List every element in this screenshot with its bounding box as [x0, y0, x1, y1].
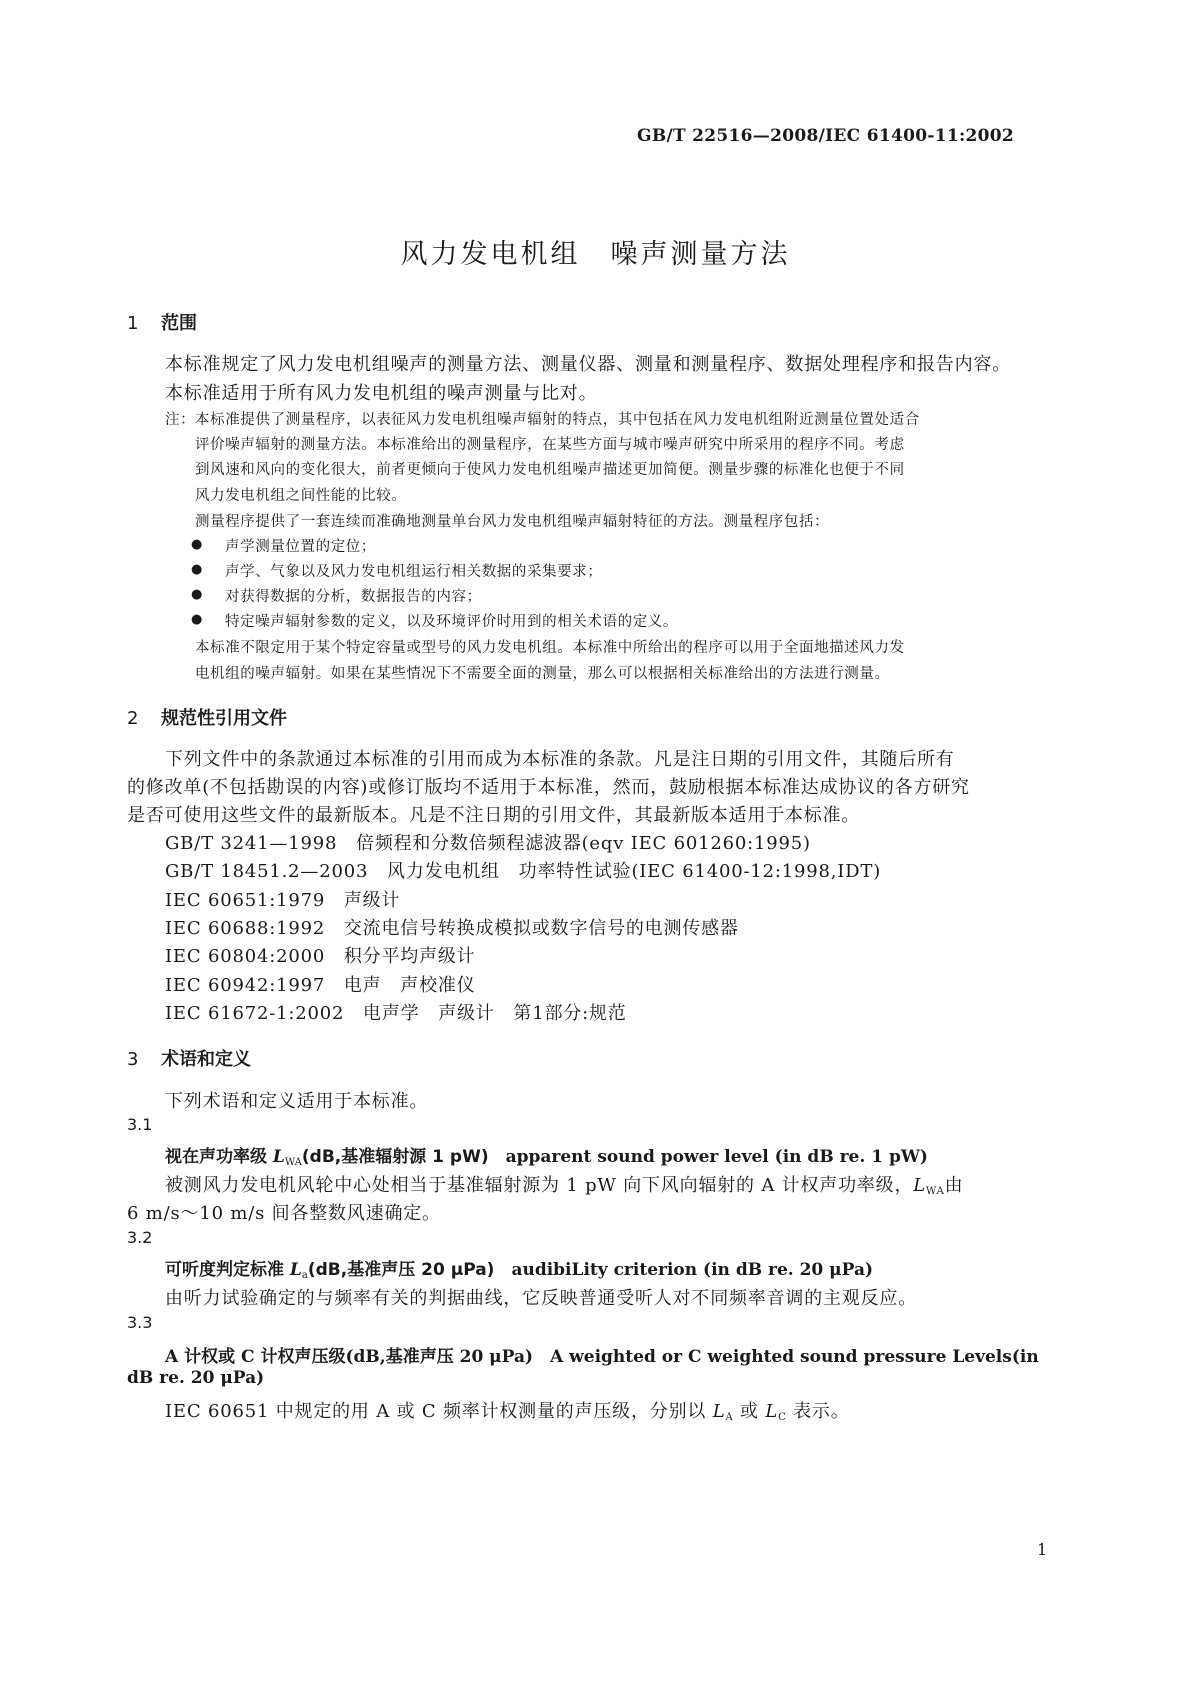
term-cn: 可听度判定标准 [165, 1260, 290, 1280]
term-cn: 视在声功率级 [165, 1147, 273, 1167]
subclause-number: 3.3 [127, 1313, 153, 1332]
term-cn-unit: (dB,基准声压 20 μPa) [307, 1260, 495, 1280]
term-heading: A 计权或 C 计权声压级(dB,基准声压 20 μPa) A weighted or C weighted sound pressure Levels(in [165, 1347, 1039, 1367]
term-symbol: L [289, 1260, 302, 1280]
definition-line: 6 m/s～10 m/s 间各整数风速确定。 [127, 1203, 441, 1224]
section-3-heading [127, 1045, 251, 1071]
note-line: 评价噪声辐射的测量方法。本标准给出的测量程序，在某些方面与城市噪声研究中所采用的程序不同。考虑 [195, 437, 905, 453]
reference-item: IEC 60688:1992 交流电信号转换成模拟或数字信号的电测传感器 [165, 918, 739, 939]
paragraph: 本标准适用于所有风力发电机组的噪声测量与比对。 [165, 383, 598, 404]
definition-text: 表示。 [786, 1401, 850, 1422]
section-title: 术语和定义 [161, 1049, 251, 1070]
term-en: apparent sound power level (in dB re. 1 pW) [505, 1147, 928, 1167]
paragraph: 下列术语和定义适用于本标准。 [165, 1091, 429, 1112]
definition-symbol: L [913, 1175, 927, 1196]
reference-item: IEC 60804:2000 积分平均声级计 [165, 946, 476, 967]
definition-line [165, 1171, 963, 1197]
note-line: 本标准不限定用于某个特定容量或型号的风力发电机组。本标准中所给出的程序可以用于全面地描述风力发 [195, 640, 905, 656]
note-line: 本标准提供了测量程序，以表征风力发电机组噪声辐射的特点，其中包括在风力发电机组附近测量位置处适合 [195, 412, 920, 428]
reference-item: IEC 61672-1:2002 电声学 声级计 第1部分:规范 [165, 1003, 627, 1024]
definition-line: 由听力试验确定的与频率有关的判据曲线，它反映普通受听人对不同频率音调的主观反应。 [165, 1288, 917, 1309]
page-title: 风力发电机组 噪声测量方法 [400, 239, 791, 270]
note-prefix: 注： [165, 412, 196, 428]
paragraph: 本标准规定了风力发电机组噪声的测量方法、测量仪器、测量和测量程序、数据处理程序和报告内容。 [165, 354, 1011, 375]
reference-item: IEC 60942:1997 电声 声校准仪 [165, 975, 476, 996]
note-line: 测量程序提供了一套连续而准确地测量单台风力发电机组噪声辐射特征的方法。测量程序包括： [195, 514, 830, 530]
section-number: 3 [127, 1049, 139, 1070]
note-line: 风力发电机组之间性能的比较。 [195, 488, 407, 504]
term-symbol: L [272, 1147, 285, 1167]
section-title: 范围 [161, 313, 197, 334]
definition-symbol-sub: WA [926, 1186, 945, 1197]
reference-item: GB/T 18451.2—2003 风力发电机组 功率特性试验(IEC 61400-12:1998,IDT) [165, 861, 882, 882]
paragraph-line: 的修改单(不包括勘误的内容)或修订版均不适用于本标准，然而，鼓励根据本标准达成协议的各方研究 [127, 777, 970, 798]
definition-line [165, 1397, 850, 1423]
definition-text: 或 [733, 1401, 766, 1422]
subclause-number: 3.1 [127, 1115, 153, 1134]
term-en: audibiLity criterion (in dB re. 20 μPa) [511, 1260, 874, 1280]
definition-text: 被测风力发电机风轮中心处相当于基准辐射源为 1 pW 向下风向辐射的 A 计权声功率级， [165, 1175, 914, 1196]
section-title: 规范性引用文件 [161, 708, 287, 729]
definition-symbol: L [712, 1401, 726, 1422]
section-1-heading [127, 309, 197, 335]
term-heading [165, 1142, 928, 1168]
definition-symbol-sub: A [725, 1412, 734, 1423]
list-item: ● 声学、气象以及风力发电机组运行相关数据的采集要求； [225, 560, 603, 581]
term-heading-continued: dB re. 20 μPa) [127, 1368, 265, 1388]
definition-text: IEC 60651 中规定的用 A 或 C 频率计权测量的声压级，分别以 [165, 1401, 713, 1422]
note-line: 电机组的噪声辐射。如果在某些情况下不需要全面的测量，那么可以根据相关标准给出的方法进行测量。 [195, 666, 890, 682]
list-item: ● 特定噪声辐射参数的定义，以及环境评价时用到的相关术语的定义。 [225, 610, 678, 631]
note-line: 到风速和风向的变化很大，前者更倾向于使风力发电机组噪声描述更加简便。测量步骤的标准化也便于不同 [195, 462, 905, 478]
section-number: 1 [127, 313, 139, 334]
definition-symbol: L [765, 1401, 779, 1422]
term-symbol-sub: a [301, 1270, 308, 1281]
list-item: ● 声学测量位置的定位； [225, 535, 376, 556]
term-cn-unit: (dB,基准辐射源 1 pW) [301, 1147, 489, 1167]
term-symbol-sub: WA [284, 1157, 302, 1168]
term-heading [165, 1255, 873, 1281]
paragraph-line: 下列文件中的条款通过本标准的引用而成为本标准的条款。凡是注日期的引用文件，其随后所有 [165, 749, 955, 770]
subclause-number: 3.2 [127, 1228, 153, 1247]
page-number: 1 [1037, 1540, 1048, 1559]
reference-item: IEC 60651:1979 声级计 [165, 890, 401, 911]
section-2-heading [127, 704, 287, 730]
standard-code: GB/T 22516—2008/IEC 61400-11:2002 [637, 126, 1015, 146]
definition-text: 由 [944, 1175, 964, 1196]
list-item: ● 对获得数据的分析，数据报告的内容； [225, 585, 482, 606]
paragraph-line: 是否可使用这些文件的最新版本。凡是不注日期的引用文件，其最新版本适用于本标准。 [127, 805, 861, 826]
section-number: 2 [127, 708, 139, 729]
reference-item: GB/T 3241—1998 倍频程和分数倍频程滤波器(eqv IEC 601260:1995) [165, 833, 811, 854]
definition-symbol-sub: C [778, 1412, 787, 1423]
